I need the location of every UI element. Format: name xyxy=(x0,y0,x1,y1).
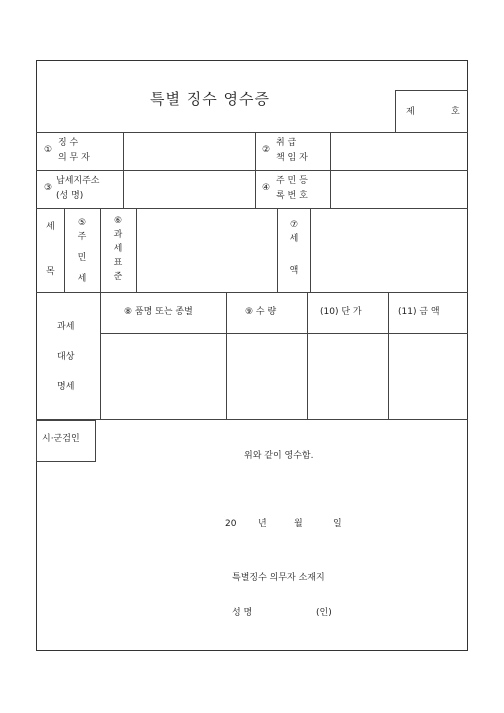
v-row3-b xyxy=(100,208,101,292)
col6-char: 준 xyxy=(113,272,123,282)
col5-stack xyxy=(75,216,89,286)
subject-label-3: 명세 xyxy=(57,382,75,392)
serial-box-left xyxy=(395,90,396,132)
col5-char: 민 xyxy=(77,253,87,263)
v-row3-e xyxy=(310,208,311,292)
row2-right-label-2: 록 번 호 xyxy=(276,191,308,201)
row2-right-label-1: 주 민 등 xyxy=(276,176,308,186)
v-row12-c xyxy=(330,132,331,208)
col5-char: 주 xyxy=(77,232,87,242)
header-amount: (11) 금 액 xyxy=(398,307,440,317)
row1-left-label-2: 의 무 자 xyxy=(58,153,90,163)
serial-prefix: 제 xyxy=(406,107,415,117)
col7-num: ⑦ xyxy=(289,220,299,230)
confirm-text: 위와 같이 영수함. xyxy=(244,451,314,461)
col7-char: 세 xyxy=(289,234,299,244)
seal-mark: (인) xyxy=(316,608,332,618)
v-row3-c xyxy=(136,208,137,292)
stamp-label: 시·군검인 xyxy=(42,434,80,444)
col5-num: ⑤ xyxy=(77,218,87,228)
col7-stack xyxy=(287,218,301,278)
line-row4-header xyxy=(100,333,468,334)
row1-left-num: ① xyxy=(44,145,53,155)
row2-left-num: ③ xyxy=(44,183,53,193)
v-row3-a xyxy=(64,208,65,292)
v-row12-a xyxy=(123,132,124,208)
col6-stack xyxy=(111,214,125,284)
line-row5-top xyxy=(36,419,468,420)
row1-left-label-1: 징 수 xyxy=(58,138,79,148)
row2-left-label-2: (성 명) xyxy=(56,191,84,201)
name-label: 성 명 xyxy=(232,608,253,618)
header-quantity: ⑨ 수 량 xyxy=(245,307,277,317)
date-month: 월 xyxy=(294,519,303,529)
subject-label-2: 대상 xyxy=(57,352,75,362)
col6-char: 과 xyxy=(113,230,123,240)
row2-left-label-1: 납세지주소 xyxy=(56,176,100,186)
row1-right-label-1: 취 급 xyxy=(276,138,297,148)
serial-suffix: 호 xyxy=(451,107,460,117)
line-row2-top xyxy=(36,170,468,171)
serial-box-top xyxy=(395,90,468,91)
row2-right-num: ④ xyxy=(262,183,271,193)
date-year-suffix: 년 xyxy=(258,519,267,529)
row1-right-num: ② xyxy=(262,145,271,155)
header-item-name: ⑧ 품명 또는 종별 xyxy=(124,307,193,317)
v-row4-d xyxy=(388,292,389,419)
v-row3-d xyxy=(277,208,278,292)
header-unit-price: (10) 단 가 xyxy=(320,307,362,317)
line-row1-top xyxy=(36,132,468,133)
date-day: 일 xyxy=(333,519,342,529)
v-row4-c xyxy=(307,292,308,419)
col7-char: 액 xyxy=(289,266,299,276)
subject-label-1: 과세 xyxy=(57,322,75,332)
col6-num: ⑥ xyxy=(113,216,123,226)
date-year: 20 xyxy=(225,519,237,529)
col5-char: 세 xyxy=(77,274,87,284)
collector-address-label: 특별징수 의무자 소재지 xyxy=(232,573,325,583)
tax-item-bottom: 목 xyxy=(46,267,55,277)
col6-char: 표 xyxy=(113,258,123,268)
tax-item-top: 세 xyxy=(46,222,55,232)
row1-right-label-2: 책 임 자 xyxy=(276,153,308,163)
v-row12-b xyxy=(255,132,256,208)
col6-char: 세 xyxy=(113,244,123,254)
form-title: 특별 징수 영수증 xyxy=(150,90,270,108)
v-row4-a xyxy=(100,292,101,419)
v-row4-b xyxy=(226,292,227,419)
